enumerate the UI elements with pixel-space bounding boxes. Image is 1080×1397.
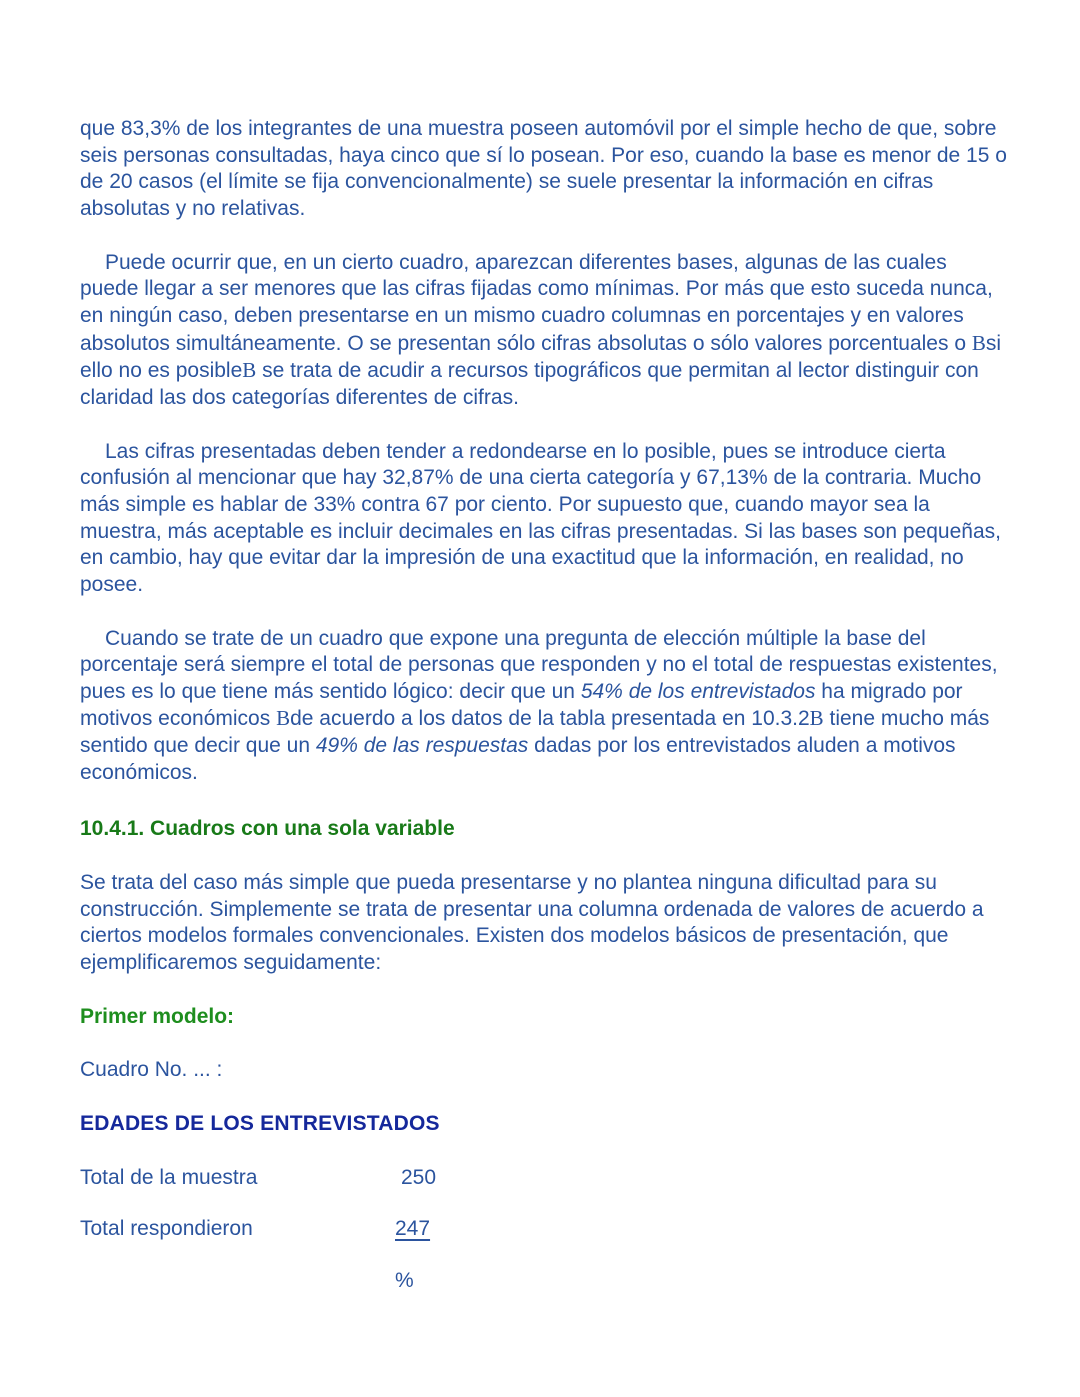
paragraph-4 — [80, 626, 1010, 787]
paragraph-3: Las cifras presentadas deben tender a redondearse en lo posible, pues se introduce cierta confusión al mencionar que hay 32,87% de una cierta categoría y 67,13% de la contraria. Mucho más simple es hablar de 33% contra 67 por ciento. Por supuesto que, cuando mayor sea la muestra, más aceptable es incluir decimales en las cifras presentadas. Si las bases son pequeñas, en cambio, hay que evitar dar la impresión de una exactitud que la información, en realidad, no posee. — [80, 439, 1001, 596]
row-value: 250 — [401, 1165, 437, 1189]
row-label: Total respondieron — [80, 1217, 253, 1241]
table-title: EDADES DE LOS ENTREVISTADOS — [80, 1112, 440, 1136]
row-label: Total de la muestra — [80, 1165, 258, 1189]
paragraph-4-text: Cuando se trate de un cuadro que expone una pregunta de elección múltiple la base del porcentaje será siempre el total de personas que responden y no el total de respuestas existentes, pues es lo que tiene más sentido lógico: decir que un — [80, 626, 998, 703]
paragraph-2-text: se trata de acudir a recursos tipográficos que permitan al lector distinguir con claridad las dos categorías diferentes de cifras. — [80, 359, 979, 409]
italic-phrase: 49% de las respuestas — [315, 734, 529, 758]
paragraph-4-text: dadas por los entrevistados aluden a motivos económicos. — [80, 734, 956, 784]
dash-glyph: B — [809, 706, 824, 731]
dash-glyph: B — [971, 330, 986, 355]
paragraph-4-text: tiene mucho más sentido que decir que un — [80, 707, 990, 758]
cuadro-number-line: Cuadro No. ... : — [80, 1058, 223, 1082]
table-row — [80, 1165, 1010, 1192]
paragraph-2-text: si ello no es posible — [80, 331, 1002, 383]
row-value: 247 — [395, 1217, 431, 1241]
paragraph-4-text: ha migrado por motivos económicos — [80, 679, 963, 731]
percent-column-header: % — [395, 1269, 414, 1292]
italic-phrase: 54% de los entrevistados — [580, 679, 816, 703]
paragraph-1: que 83,3% de los integrantes de una muestra poseen automóvil por el simple hecho de que, sobre seis personas consultadas, haya cinco que sí lo posean. Por eso, cuando la base es menor de 15 o de 20 casos (el límite se fija convencionalmente) se suele presentar la información en cifras absolutas y no relativas. — [80, 117, 1007, 220]
dash-glyph: B — [242, 358, 257, 383]
paragraph-5: Se trata del caso más simple que pueda presentarse y no plantea ninguna dificultad para su construcción. Simplemente se trata de presentar una columna ordenada de valores de acuerdo a ciertos modelos formales convencionales. Existen dos modelos básicos de presentación, que ejemplificaremos seguidamente: — [80, 871, 984, 975]
paragraph-2-text: Puede ocurrir que, en un cierto cuadro, aparezcan diferentes bases, algunas de las cuales puede llegar a ser menores que las cifras fijadas como mínimas. Por más que esto suceda nunca, en ningún caso, deben presentarse en un mismo cuadro columnas en porcentajes y en valores absolutos simultáneamente. O se presentan sólo cifras absolutas o sólo valores porcentuales o — [80, 250, 993, 355]
model-heading: Primer modelo: — [80, 1004, 235, 1028]
paragraph-2 — [80, 250, 1010, 412]
paragraph-4-text: de acuerdo a los datos de la tabla presentada en 10.3.2 — [290, 707, 810, 731]
section-heading: 10.4.1. Cuadros con una sola variable — [80, 817, 455, 841]
dash-glyph: B — [276, 706, 291, 731]
table-row — [80, 1216, 1010, 1243]
